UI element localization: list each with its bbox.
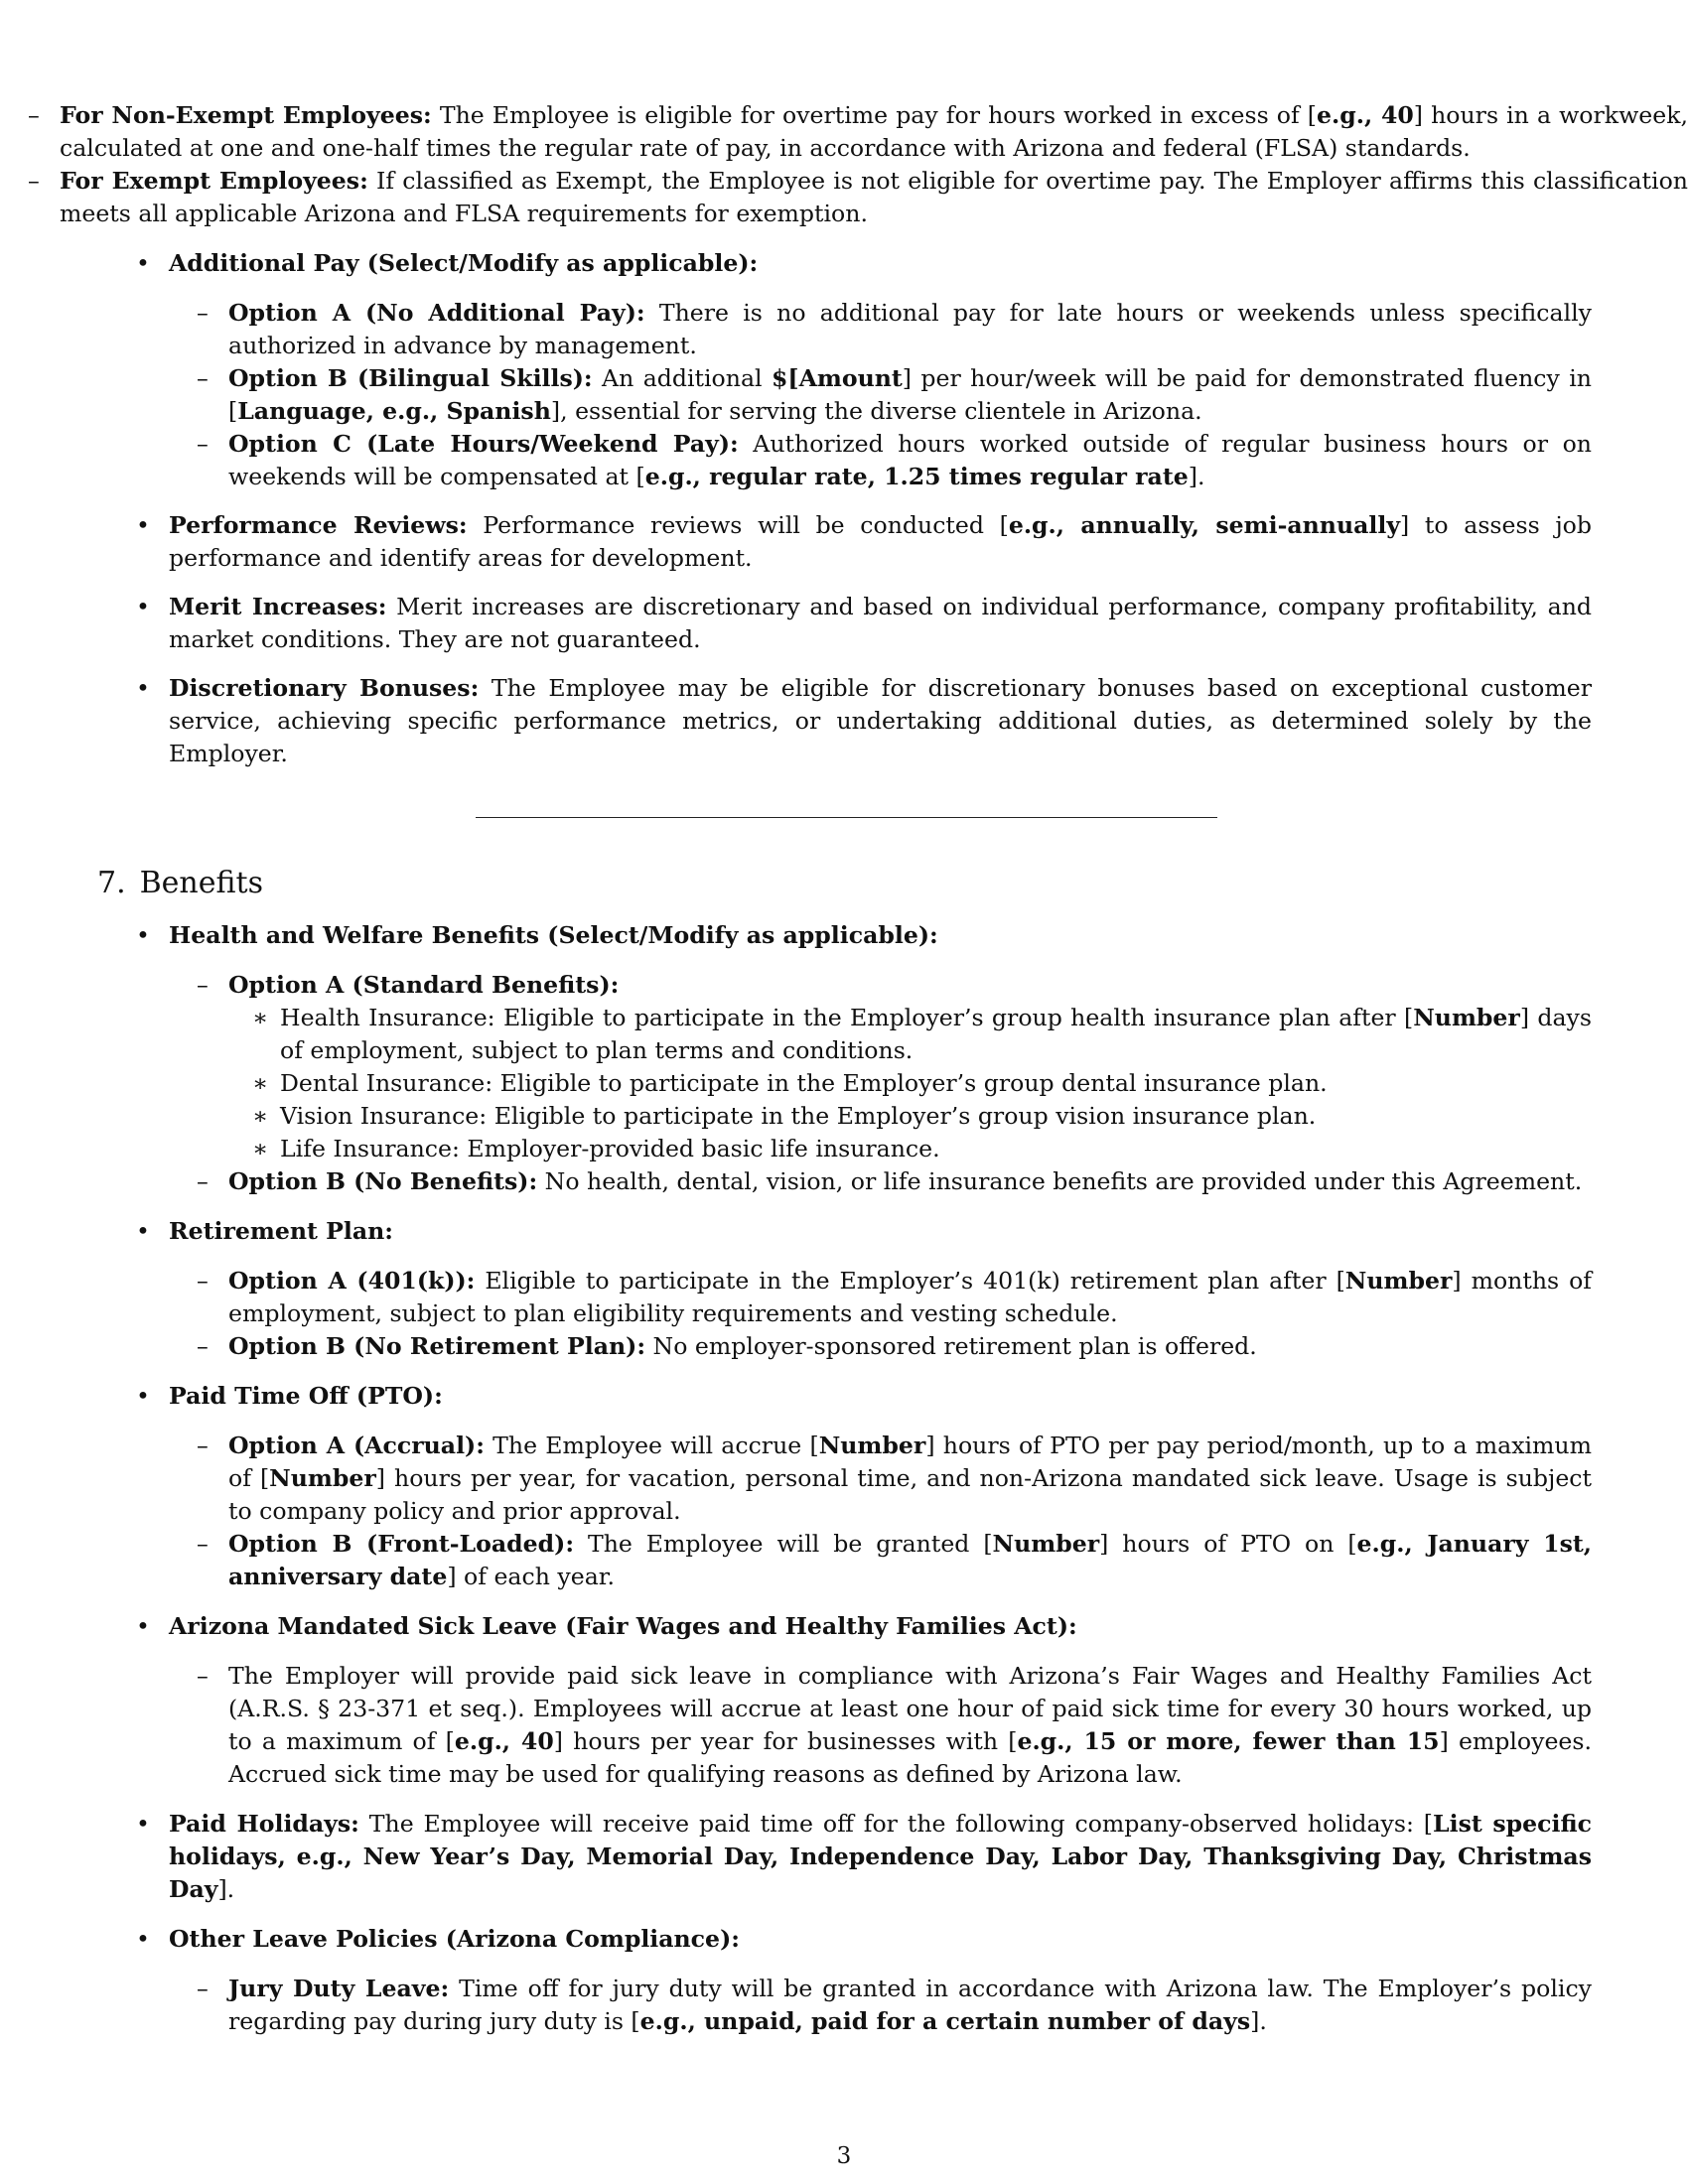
dash-marker: –	[197, 1167, 209, 1195]
asterisk-marker: ∗	[252, 1004, 269, 1031]
placeholder-field: Number	[992, 1530, 1100, 1558]
term-label: For Exempt Employees:	[60, 167, 368, 195]
dash-marker: –	[197, 1267, 209, 1295]
placeholder-field: List specific holidays, e.g., New Year’s Day, Memorial Day, Independence Day, Labor Day, Thanksgiving Day, Christmas Day	[169, 1810, 1592, 1903]
list-item-sick-leave	[0, 1610, 1592, 1791]
overtime-list	[0, 99, 1688, 230]
placeholder-field: e.g., January 1st, anniversary date	[228, 1530, 1592, 1590]
item-heading: Arizona Mandated Sick Leave (Fair Wages and Healthy Families Act):	[169, 1612, 1077, 1640]
item-heading: Other Leave Policies (Arizona Compliance):	[169, 1925, 740, 1953]
list-item: ∗ Dental Insurance: Eligible to participate in the Employer’s group dental insurance plan.	[228, 1067, 1592, 1100]
list-item: – Option A (No Additional Pay): There is no additional pay for late hours or weekends unless specifically authorized in advance by management.	[197, 299, 1592, 359]
page-number: 3	[836, 2143, 852, 2169]
dash-marker: –	[197, 430, 209, 458]
list-item: – Option C (Late Hours/Weekend Pay): Authorized hours worked outside of regular business hours or on weekends will be compensated at [e.g., regular rate, 1.25 times regular rate].	[197, 430, 1592, 490]
bullet-marker: •	[136, 1382, 150, 1410]
list-item: – Option B (Bilingual Skills): An additional $[Amount] per hour/week will be paid for demonstrated fluency in [Language, e.g., Spanish], essential for serving the diverse clientele in Arizona.	[197, 364, 1592, 425]
dash-marker: –	[28, 101, 40, 129]
list-item-retirement-plan	[0, 1215, 1592, 1363]
item-heading: Health and Welfare Benefits (Select/Modify as applicable):	[169, 921, 938, 949]
placeholder-field: Number	[269, 1464, 376, 1492]
asterisk-marker: ∗	[252, 1069, 269, 1097]
placeholder-field: e.g., regular rate, 1.25 times regular rate	[644, 463, 1189, 490]
bullet-marker: •	[136, 1925, 150, 1953]
list-item: – Option B (No Benefits): No health, dental, vision, or life insurance benefits are provided under this Agreement.	[169, 1165, 1592, 1198]
list-item-health-welfare	[0, 919, 1592, 1198]
placeholder-field: Number	[1344, 1267, 1453, 1295]
retirement-options	[169, 1265, 1592, 1363]
section-6-continued	[0, 99, 1688, 786]
list-item: – Option B (No Retirement Plan): No employer-sponsored retirement plan is offered.	[169, 1330, 1592, 1363]
list-item: – Option B (Front-Loaded): The Employee will be granted [Number] hours of PTO on [e.g., January 1st, anniversary date] of each year.	[197, 1530, 1592, 1590]
sick-leave-details	[169, 1660, 1592, 1791]
health-options	[169, 969, 1592, 1198]
dash-marker: –	[197, 1432, 209, 1459]
section-7-benefits	[0, 919, 1688, 2055]
bullet-marker: •	[136, 511, 150, 539]
other-leave-options	[169, 1973, 1592, 2038]
list-item: – Option A (Accrual): The Employee will accrue [Number] hours of PTO per pay period/month, up to a maximum of [Number] hours per year, for vacation, personal time, and non-Arizona mandated sick leave. Usage is subject to company policy and prior approval.	[197, 1432, 1592, 1525]
list-item-merit-increases: • Merit Increases: Merit increases are discretionary and based on individual performance, company profitability, and market conditions. They are not guaranteed.	[136, 593, 1592, 653]
list-item-discretionary-bonuses: • Discretionary Bonuses: The Employee may be eligible for discretionary bonuses based on exceptional customer service, achieving specific performance metrics, or undertaking additional duties, as determined solely by the Employer.	[136, 674, 1592, 767]
placeholder-field: Number	[1413, 1004, 1520, 1031]
term-label: For Non-Exempt Employees:	[60, 101, 432, 129]
dash-marker: –	[197, 1332, 209, 1360]
list-item: – For Exempt Employees: If classified as Exempt, the Employee is not eligible for overtime pay. The Employer affirms this classification meets all applicable Arizona and FLSA requirements for exemption.	[28, 167, 1688, 227]
bullet-marker: •	[136, 593, 150, 620]
list-item: – Jury Duty Leave: Time off for jury duty will be granted in accordance with Arizona law. The Employer’s policy regarding pay during jury duty is [e.g., unpaid, paid for a certain number of days].	[197, 1975, 1592, 2035]
placeholder-field: Number	[818, 1432, 926, 1459]
bullet-marker: •	[136, 1217, 150, 1245]
dash-marker: –	[197, 364, 209, 392]
list-item: – Option A (Standard Benefits): ∗ Health Insurance: Eligible to participate in the Employer’s group health insurance plan after [Number] days of employment, subject to plan terms and conditions. ∗ Dental Insurance: Eligible to participate in the Employer’s group dental insurance plan. ∗ Vision Insurance: Eligible to participate in the Employer’s group vision insurance plan. ∗ Life Insurance: Employer-provided basic life insurance.	[169, 969, 1592, 1165]
item-heading: Additional Pay (Select/Modify as applicable):	[169, 249, 759, 277]
bullet-marker: •	[136, 1612, 150, 1640]
additional-pay-options	[169, 297, 1592, 493]
placeholder-field: e.g., 15 or more, fewer than 15	[1017, 1727, 1440, 1755]
list-item-paid-time-off	[0, 1380, 1592, 1593]
compensation-list	[0, 247, 1688, 770]
standard-benefits-list	[228, 1002, 1592, 1165]
benefits-list	[0, 919, 1688, 2038]
section-number: 7.	[97, 866, 126, 900]
list-item-other-leave	[0, 1923, 1592, 2038]
bullet-marker: •	[136, 921, 150, 949]
bullet-marker: •	[136, 674, 150, 702]
placeholder-field: Language, e.g., Spanish	[237, 397, 551, 425]
dash-marker: –	[197, 1530, 209, 1558]
list-item-performance-reviews: • Performance Reviews: Performance reviews will be conducted [e.g., annually, semi-annually] to assess job performance and identify areas for development.	[136, 511, 1592, 572]
asterisk-marker: ∗	[252, 1135, 269, 1162]
dash-marker: –	[197, 971, 209, 999]
bullet-marker: •	[136, 249, 150, 277]
placeholder-field: e.g., 40	[1317, 101, 1414, 129]
section-heading	[97, 864, 263, 903]
dash-marker: –	[28, 167, 40, 195]
list-item-paid-holidays: • Paid Holidays: The Employee will receive paid time off for the following company-observed holidays: [List specific holidays, e.g., New Year’s Day, Memorial Day, Independence Day, Labor Day, Thanksgiving Day, Christmas Day].	[136, 1810, 1592, 1903]
placeholder-field: e.g., 40	[454, 1727, 554, 1755]
dash-marker: –	[197, 1975, 209, 2002]
asterisk-marker: ∗	[252, 1102, 269, 1130]
item-heading: Retirement Plan:	[169, 1217, 394, 1245]
section-title-text: Benefits	[139, 866, 263, 900]
placeholder-field: e.g., annually, semi-annually	[1008, 511, 1401, 539]
item-heading: Paid Time Off (PTO):	[169, 1382, 443, 1410]
placeholder-field: e.g., unpaid, paid for a certain number of days	[639, 2007, 1251, 2035]
list-item: ∗ Health Insurance: Eligible to participate in the Employer’s group health insurance plan after [Number] days of employment, subject to plan terms and conditions.	[252, 1004, 1592, 1064]
dash-marker: –	[197, 1662, 209, 1690]
bullet-marker: •	[136, 1810, 150, 1838]
list-item: – Option A (401(k)): Eligible to participate in the Employer’s 401(k) retirement plan after [Number] months of employment, subject to plan eligibility requirements and vesting schedule.	[197, 1267, 1593, 1327]
dash-marker: –	[197, 299, 209, 327]
list-item: – For Non-Exempt Employees: The Employee is eligible for overtime pay for hours worked in excess of [e.g., 40] hours in a workweek, calculated at one and one-half times the regular rate of pay, in accordance with Arizona and federal (FLSA) standards.	[28, 101, 1688, 162]
pto-options	[169, 1430, 1592, 1593]
list-item: – The Employer will provide paid sick leave in compliance with Arizona’s Fair Wages and Healthy Families Act (A.R.S. § 23-371 et seq.). Employees will accrue at least one hour of paid sick time for every 30 hours worked, up to a maximum of [e.g., 40] hours per year for businesses with [e.g., 15 or more, fewer than 15] employees. Accrued sick time may be used for qualifying reasons as defined by Arizona law.	[197, 1662, 1593, 1788]
placeholder-field: $[Amount	[772, 364, 903, 392]
section-divider	[476, 817, 1217, 818]
list-item: ∗ Life Insurance: Employer-provided basic life insurance.	[228, 1133, 1592, 1165]
list-item-additional-pay	[0, 247, 1592, 493]
list-item: ∗ Vision Insurance: Eligible to participate in the Employer’s group vision insurance plan.	[228, 1100, 1592, 1133]
